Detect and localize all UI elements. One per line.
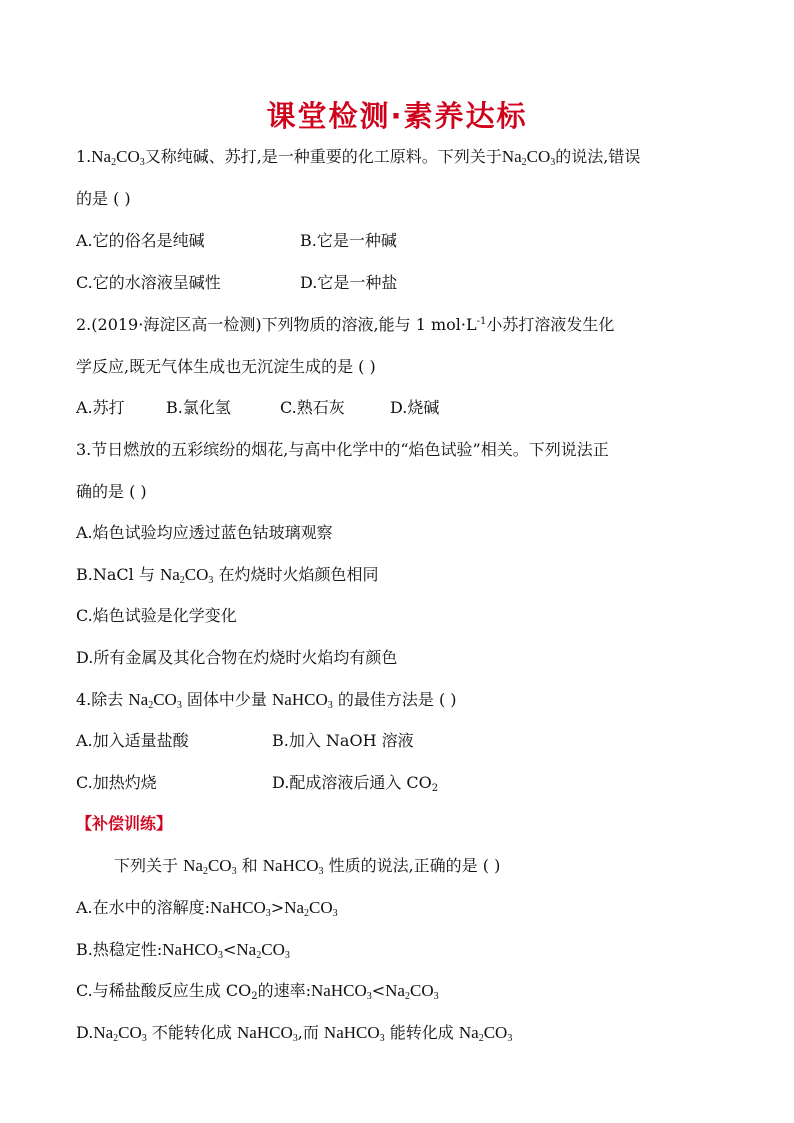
formula-na2co3: $Na_2CO_3$ <box>128 690 182 711</box>
formula-na2co3: $Na_2CO_3$ <box>458 1023 513 1044</box>
supplement-option-a[interactable]: A.在水中的溶解度$:NaHCO_3>Na_2CO_3$ <box>76 898 338 919</box>
supplement-stem: 下列关于 $Na_2CO_3$ 和 NaHCO$_3$ 性质的说法,正确的是 ( ) <box>114 856 501 877</box>
formula-nahco3: NaHCO$_3$ <box>210 898 271 919</box>
formula-nahco3: NaHCO$_3$ <box>162 940 223 961</box>
q1-stem-line2: 的是 ( ) <box>76 189 131 208</box>
q2-option-b[interactable]: B.氯化氢 <box>166 398 231 417</box>
supplement-option-c[interactable]: C.与稀盐酸反应生成 $CO_2$的速率$:NaHCO_3<Na_2CO_3$ <box>76 981 439 1002</box>
formula-nahco3: NaHCO$_3$ <box>323 1023 385 1044</box>
supplement-option-b[interactable]: B.热稳定性$:NaHCO_3<Na_2CO_3$ <box>76 940 290 961</box>
q2-options-row <box>76 394 726 422</box>
q1-option-b[interactable]: B.它是一种碱 <box>300 231 397 250</box>
q1-option-d[interactable]: D.它是一种盐 <box>300 273 398 292</box>
q3-option-c[interactable]: C.焰色试验是化学变化 <box>76 606 237 625</box>
formula-nahco3: NaHCO$_3$ <box>272 690 333 711</box>
q3-stem-line1: 3.节日燃放的五彩缤纷的烟花,与高中化学中的“焰色试验”相关。下列说法正 <box>76 440 609 459</box>
formula-nahco3: NaHCO$_3$ <box>237 1023 298 1044</box>
q4-option-c[interactable]: C.加热灼烧 <box>76 773 157 792</box>
q1-options-row1 <box>76 227 726 255</box>
q2-stem-line1: 2.(2019·海淀区高一检测)下列物质的溶液,能与 1 $mol\cdot L^{-1}$小苏打溶液发生化 <box>76 315 615 334</box>
q4-stem: 4.除去 $Na_2CO_3$ 固体中少量 NaHCO$_3$ 的最佳方法是 ( ) <box>76 690 457 711</box>
q4-option-d[interactable]: D.配成溶液后通入 $CO_2$ <box>272 773 439 794</box>
q3-option-d[interactable]: D.所有金属及其化合物在灼烧时火焰均有颜色 <box>76 648 398 667</box>
formula-na2co3: $Na_2CO_3$ <box>284 898 338 919</box>
q3-option-b[interactable]: B.NaCl 与 $Na_2CO_3$ 在灼烧时火焰颜色相同 <box>76 565 379 586</box>
q2-option-c[interactable]: C.熟石灰 <box>280 398 345 417</box>
q1-number: 1. <box>76 147 92 166</box>
q1-stem-line1: $1.Na_2CO_3$又称纯碱、苏打,是一种重要的化工原料。下列关于$Na_2CO_3$的说法,错误 <box>76 147 641 168</box>
page-title: 课堂检测·素养达标 <box>266 99 528 133</box>
q3-option-a[interactable]: A.焰色试验均应透过蓝色钴玻璃观察 <box>76 523 333 542</box>
formula-na2co3: $Na_2CO_3$ <box>159 565 214 586</box>
q4-options-row1 <box>76 727 726 755</box>
supplement-option-d[interactable]: $D.Na_2CO_3$ 不能转化成 NaHCO$_3$,而 NaHCO$_3$ 能转化成 $Na_2CO_3$ <box>76 1023 513 1044</box>
formula-na2co3: $Na_2CO_3$ <box>385 981 439 1002</box>
formula-na2co3: $Na_2CO_3$ <box>236 940 290 961</box>
q2-option-a[interactable]: A.苏打 <box>76 398 125 417</box>
q2-stem-line2: 学反应,既无气体生成也无沉淀生成的是 ( ) <box>76 357 376 376</box>
formula-na2co3: $Na_2CO_3$ <box>183 856 237 877</box>
supplement-badge: 【补偿训练】 <box>76 814 173 833</box>
q1-option-c[interactable]: C.它的水溶液呈碱性 <box>76 273 221 292</box>
formula-na2co3: $Na_2CO_3$ <box>91 147 145 168</box>
formula-na2co3: $Na_2CO_3$ <box>501 147 556 168</box>
q3-stem-line2: 确的是 ( ) <box>76 482 147 501</box>
formula-na2co3: $Na_2CO_3$ <box>93 1023 147 1044</box>
q1-option-a[interactable]: A.它的俗名是纯碱 <box>76 231 205 250</box>
formula-nahco3: NaHCO$_3$ <box>262 856 324 877</box>
q4-options-row2 <box>76 769 726 797</box>
q4-option-a[interactable]: A.加入适量盐酸 <box>76 731 189 750</box>
formula-nahco3: NaHCO$_3$ <box>311 981 372 1002</box>
q4-option-b[interactable]: B.加入 NaOH 溶液 <box>272 731 414 750</box>
q2-option-d[interactable]: D.烧碱 <box>390 398 440 417</box>
q1-options-row2 <box>76 269 726 297</box>
